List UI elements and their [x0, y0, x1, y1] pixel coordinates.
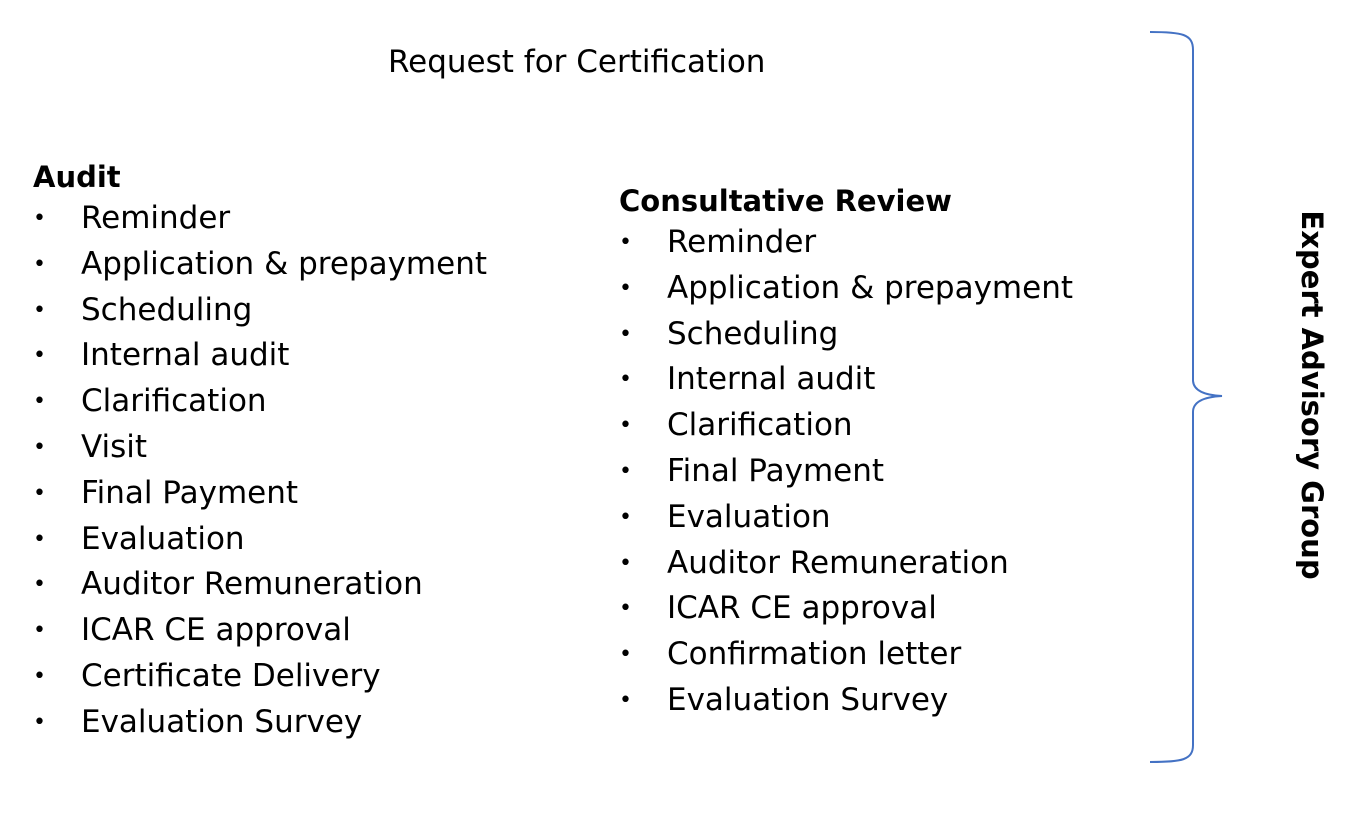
bullet-icon: •: [33, 709, 46, 735]
bullet-icon: •: [619, 321, 632, 347]
list-item: [33, 196, 487, 242]
list-item: [33, 700, 487, 746]
list-item: [619, 312, 1073, 358]
list-item: [619, 220, 1073, 266]
bullet-icon: •: [619, 458, 632, 484]
list-item-text: Evaluation: [667, 498, 831, 535]
bullet-icon: •: [619, 230, 632, 255]
audit-list: [33, 196, 487, 746]
list-item: [619, 541, 1073, 587]
bullet-icon: •: [619, 367, 632, 393]
bullet-icon: •: [619, 504, 632, 530]
list-item: [619, 495, 1073, 541]
list-item-text: ICAR CE approval: [667, 590, 937, 627]
bullet-icon: •: [33, 572, 46, 598]
list-item: [33, 242, 487, 288]
bullet-icon: •: [619, 550, 632, 576]
list-item-text: Internal audit: [667, 361, 876, 398]
bullet-icon: •: [619, 596, 632, 622]
list-item-text: Evaluation: [81, 520, 245, 557]
consultative-review-heading: Consultative Review: [619, 184, 952, 218]
list-item-text: Final Payment: [81, 474, 299, 511]
bullet-icon: •: [33, 297, 46, 323]
list-item-text: Reminder: [81, 200, 231, 236]
list-item: [33, 608, 487, 654]
list-item: [33, 333, 487, 379]
list-item: [619, 678, 1073, 724]
bullet-icon: •: [33, 389, 46, 415]
list-item-text: Application & prepayment: [667, 269, 1073, 306]
list-item: [33, 654, 487, 700]
consultative-review-column: [619, 182, 1073, 724]
list-item-text: Reminder: [667, 224, 817, 260]
bullet-icon: •: [619, 413, 632, 439]
list-item: [619, 266, 1073, 312]
list-item: [33, 471, 487, 517]
bullet-icon: •: [33, 343, 46, 369]
bullet-icon: •: [33, 618, 46, 644]
list-item-text: Confirmation letter: [667, 636, 962, 673]
list-item: [33, 517, 487, 563]
list-item-text: Evaluation Survey: [667, 681, 949, 718]
list-item-text: Auditor Remuneration: [667, 544, 1009, 581]
consultative-review-list: [619, 220, 1073, 724]
bullet-icon: •: [619, 642, 632, 668]
expert-advisory-group-label: Expert Advisory Group: [1295, 210, 1329, 580]
list-item-text: Clarification: [81, 383, 267, 420]
bullet-icon: •: [619, 275, 632, 301]
diagram-title: Request for Certification: [388, 44, 766, 80]
list-item-text: Final Payment: [667, 452, 885, 489]
list-item-text: Application & prepayment: [81, 245, 487, 282]
list-item: [619, 357, 1073, 403]
list-item-text: Auditor Remuneration: [81, 566, 423, 603]
bullet-icon: •: [33, 434, 46, 460]
list-item: [33, 288, 487, 334]
bullet-icon: •: [33, 480, 46, 506]
bullet-icon: •: [619, 687, 632, 713]
list-item: [619, 403, 1073, 449]
list-item-text: Certificate Delivery: [81, 657, 381, 694]
bullet-icon: •: [33, 206, 46, 231]
list-item-text: Evaluation Survey: [81, 703, 363, 740]
bullet-icon: •: [33, 251, 46, 277]
bullet-icon: •: [33, 526, 46, 552]
list-item: [619, 632, 1073, 678]
list-item: [33, 425, 487, 471]
list-item-text: Scheduling: [667, 315, 839, 352]
audit-column: [33, 158, 487, 746]
bullet-icon: •: [33, 663, 46, 689]
list-item-text: Clarification: [667, 407, 853, 444]
list-item: [619, 586, 1073, 632]
list-item-text: Scheduling: [81, 291, 253, 328]
list-item-text: ICAR CE approval: [81, 612, 351, 649]
audit-heading: Audit: [33, 160, 121, 194]
list-item: [619, 449, 1073, 495]
list-item: [33, 379, 487, 425]
right-brace: [1140, 25, 1240, 770]
list-item: [33, 562, 487, 608]
list-item-text: Internal audit: [81, 337, 290, 374]
list-item-text: Visit: [81, 428, 148, 465]
